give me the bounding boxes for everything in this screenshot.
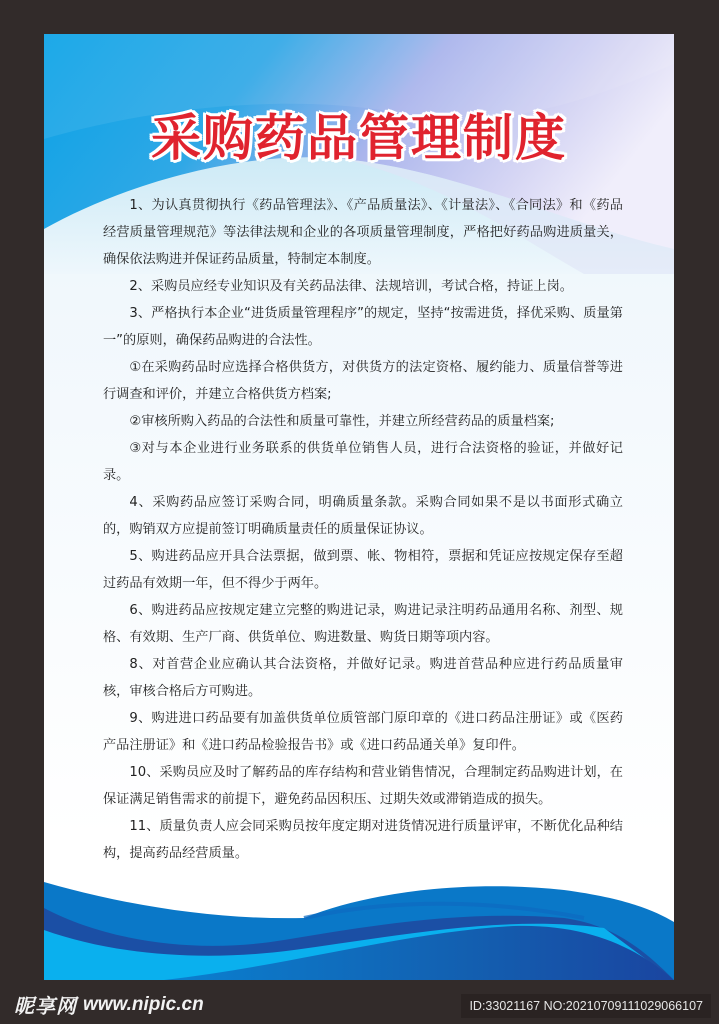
watermark-logo-text: 昵享网 [14,994,77,1018]
paragraph-3: 3、严格执行本企业“进货质量管理程序”的规定，坚持“按需进货，择优采购、质量第一”的原则，确保药品购进的合法性。 [103,306,623,348]
paragraph-4: 4、采购药品应签订采购合同，明确质量条款。采购合同如果不是以书面形式确立的，购销双方应提前签订明确质量责任的质量保证协议。 [103,495,623,537]
paragraph-5: 5、购进药品应开具合法票据，做到票、帐、物相符，票据和凭证应按规定保存至超过药品有效期一年，但不得少于两年。 [103,549,623,591]
paragraph-8: 8、对首营企业应确认其合法资格，并做好记录。购进首营品种应进行药品质量审核，审核合格后方可购进。 [103,657,623,699]
watermark-logo [14,990,204,1019]
watermark-url: www.nipic.cn [83,993,204,1015]
paragraph-3-sub-1: ①在采购药品时应选择合格供货方，对供货方的法定资格、履约能力、质量信誉等进行调查和评价，并建立合格供货方档案; [103,360,623,402]
paragraph-2: 2、采购员应经专业知识及有关药品法律、法规培训，考试合格，持证上岗。 [129,279,573,294]
watermark-id-badge: ID:33021167 NO:20210709111029066107 [461,994,711,1018]
paragraph-1: 1、为认真贯彻执行《药品管理法》、《产品质量法》、《计量法》、《合同法》和《药品经营质量管理规范》等法律法规和企业的各项质量管理制度，严格把好药品购进质量关，确保依法购进并保证药品质量，特制定本制度。 [103,198,623,267]
poster-title: 采购药品管理制度 [151,109,567,167]
paragraph-9: 9、购进进口药品要有加盖供货单位质管部门原印章的《进口药品注册证》或《医药产品注册证》和《进口药品检验报告书》或《进口药品通关单》复印件。 [103,711,623,753]
paragraph-10: 10、采购员应及时了解药品的库存结构和营业销售情况，合理制定药品购进计划，在保证满足销售需求的前提下，避免药品因积压、过期失效或滞销造成的损失。 [103,765,623,807]
regulation-body [103,192,623,867]
paragraph-3-sub-3: ③对与本企业进行业务联系的供货单位销售人员，进行合法资格的验证，并做好记录。 [103,441,623,483]
paragraph-6: 6、购进药品应按规定建立完整的购进记录，购进记录注明药品通用名称、剂型、规格、有效期、生产厂商、供货单位、购进数量、购货日期等项内容。 [103,603,623,645]
bottom-wave-decoration [44,870,674,980]
poster [44,34,674,980]
paragraph-3-sub-2: ②审核所购入药品的合法性和质量可靠性，并建立所经营药品的质量档案; [129,414,555,429]
paragraph-11: 11、质量负责人应会同采购员按年度定期对进货情况进行质量评审，不断优化品种结构，提高药品经营质量。 [103,819,623,861]
